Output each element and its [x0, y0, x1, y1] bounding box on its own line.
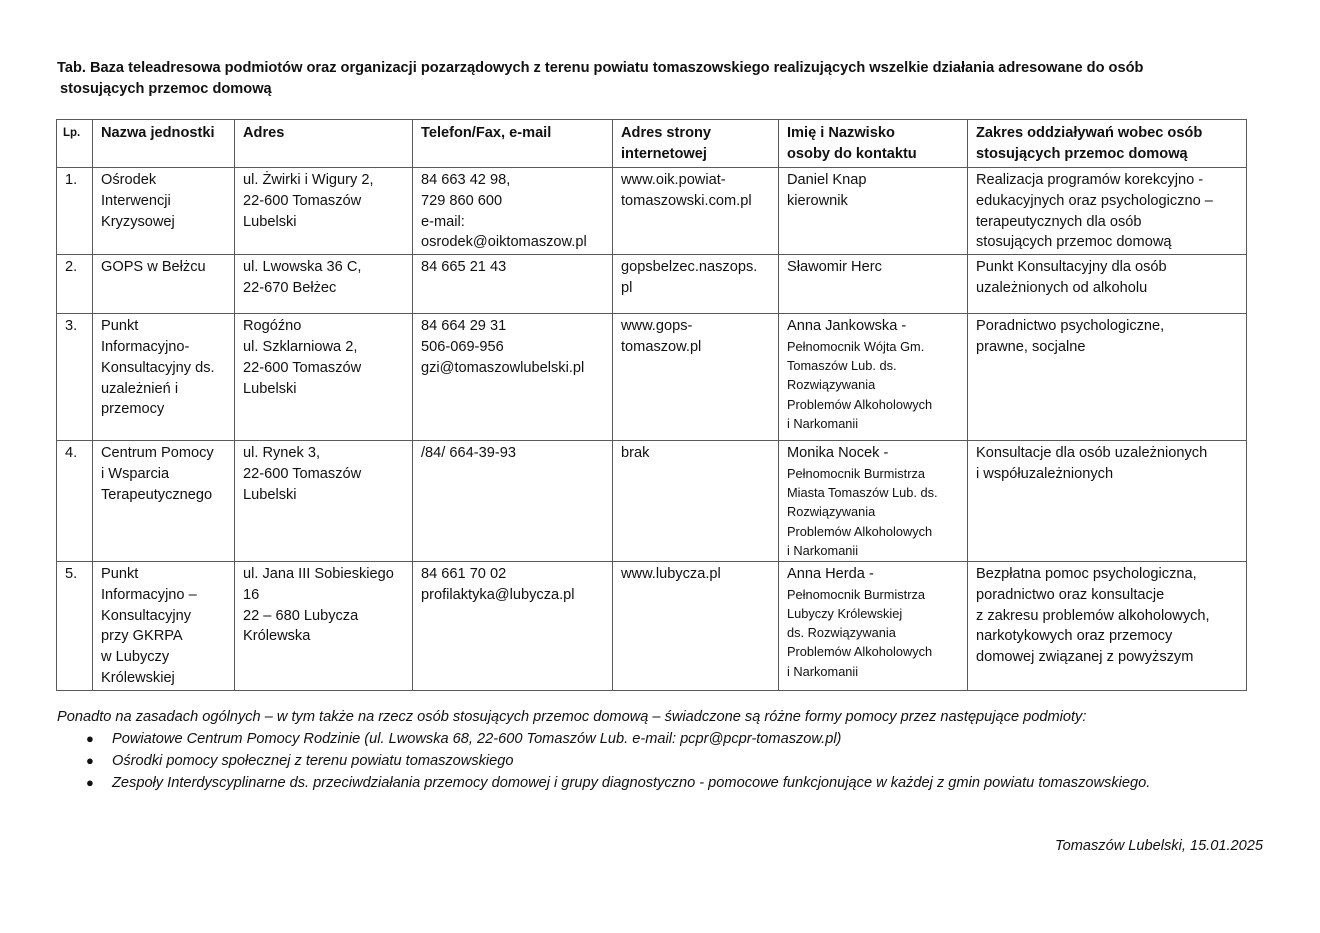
- header-phone: Telefon/Fax, e-mail: [413, 120, 613, 168]
- unit-contact: [779, 168, 968, 255]
- unit-phone-email: 84 664 29 31 506-069-956 gzi@tomaszowlubelski.pl: [413, 314, 613, 441]
- title-line-2: stosujących przemoc domową: [60, 81, 272, 97]
- unit-address: ul. Rynek 3, 22-600 Tomaszów Lubelski: [235, 441, 413, 562]
- list-item-text: Powiatowe Centrum Pomocy Rodzinie (ul. Lwowska 68, 22-600 Tomaszów Lub. e-mail: pcpr@pcpr-tomaszow.pl): [112, 731, 842, 747]
- bullet-icon: ●: [86, 775, 94, 790]
- unit-scope: Realizacja programów korekcyjno - edukacyjnych oraz psychologiczno – terapeutycznych dla osób stosujących przemoc domową: [968, 168, 1247, 255]
- unit-website: brak: [613, 441, 779, 562]
- footnote-list: [57, 728, 1267, 794]
- row-number: 2.: [57, 255, 93, 314]
- unit-website: gopsbelzec.naszops. pl: [613, 255, 779, 314]
- list-item: [86, 772, 1267, 794]
- unit-address: Rogóźno ul. Szklarniowa 2, 22-600 Tomaszów Lubelski: [235, 314, 413, 441]
- footnote-intro: Ponadto na zasadach ogólnych – w tym także na rzecz osób stosujących przemoc domową – świadczone są różne formy pomocy przez następujące podmioty:: [57, 709, 1087, 725]
- row-number: 3.: [57, 314, 93, 441]
- contact-name: Monika Nocek -: [787, 445, 889, 462]
- table-row: [57, 441, 1247, 562]
- title-line-1: Tab. Baza teleadresowa podmiotów oraz organizacji pozarządowych z terenu powiatu tomaszowskiego realizujących wszelkie działania adresowane do osób: [57, 60, 1144, 76]
- contact-role: Pełnomocnik Burmistrza Miasta Tomaszów Lub. ds. Rozwiązywania Problemów Alkoholowych i Narkomanii: [787, 465, 938, 558]
- unit-scope: Punkt Konsultacyjny dla osób uzależnionych od alkoholu: [968, 255, 1247, 314]
- list-item-text: Ośrodki pomocy społecznej z terenu powiatu tomaszowskiego: [112, 753, 514, 769]
- row-number: 5.: [57, 562, 93, 691]
- contact-directory-table: [56, 119, 1247, 691]
- header-lp: Lp.: [57, 120, 93, 168]
- unit-website: www.oik.powiat- tomaszowski.com.pl: [613, 168, 779, 255]
- place-and-date: Tomaszów Lubelski, 15.01.2025: [1055, 838, 1263, 854]
- list-item: [86, 728, 1267, 750]
- table-header-row: [57, 120, 1247, 168]
- unit-contact: [779, 314, 968, 441]
- unit-scope: Poradnictwo psychologiczne, prawne, socjalne: [968, 314, 1247, 441]
- bullet-icon: ●: [86, 731, 94, 746]
- unit-contact: [779, 562, 968, 691]
- footnote: [57, 706, 1267, 794]
- unit-website: www.lubycza.pl: [613, 562, 779, 691]
- unit-phone-email: /84/ 664-39-93: [413, 441, 613, 562]
- unit-address: ul. Jana III Sobieskiego 16 22 – 680 Lubycza Królewska: [235, 562, 413, 691]
- unit-name: Punkt Informacyjno- Konsultacyjny ds. uzależnień i przemocy: [93, 314, 235, 441]
- unit-scope: Konsultacje dla osób uzależnionych i współuzależnionych: [968, 441, 1247, 562]
- unit-name: Punkt Informacyjno – Konsultacyjny przy GKRPA w Lubyczy Królewskiej: [93, 562, 235, 691]
- unit-phone-email: 84 663 42 98, 729 860 600 e-mail: osrodek@oiktomaszow.pl: [413, 168, 613, 255]
- unit-name: GOPS w Bełżcu: [93, 255, 235, 314]
- unit-address: ul. Lwowska 36 C, 22-670 Bełżec: [235, 255, 413, 314]
- unit-phone-email: 84 661 70 02 profilaktyka@lubycza.pl: [413, 562, 613, 691]
- header-website: Adres strony internetowej: [613, 120, 779, 168]
- row-number: 4.: [57, 441, 93, 562]
- unit-contact: [779, 441, 968, 562]
- unit-website: www.gops- tomaszow.pl: [613, 314, 779, 441]
- document-title: [57, 58, 1257, 100]
- header-name: Nazwa jednostki: [93, 120, 235, 168]
- contact-name: Sławomir Herc: [787, 259, 882, 276]
- unit-scope: Bezpłatna pomoc psychologiczna, poradnictwo oraz konsultacje z zakresu problemów alkoholowych, narkotykowych oraz przemocy domowej związanej z powyższym: [968, 562, 1247, 691]
- table-row: [57, 562, 1247, 691]
- header-contact: Imię i Nazwisko osoby do kontaktu: [779, 120, 968, 168]
- unit-phone-email: 84 665 21 43: [413, 255, 613, 314]
- header-scope: Zakres oddziaływań wobec osób stosujących przemoc domową: [968, 120, 1247, 168]
- table-row: [57, 255, 1247, 314]
- contact-role: Pełnomocnik Wójta Gm. Tomaszów Lub. ds. Rozwiązywania Problemów Alkoholowych i Narkomanii: [787, 338, 933, 431]
- contact-name: Daniel Knap kierownik: [787, 172, 867, 209]
- unit-name: Ośrodek Interwencji Kryzysowej: [93, 168, 235, 255]
- unit-address: ul. Żwirki i Wigury 2, 22-600 Tomaszów Lubelski: [235, 168, 413, 255]
- contact-role: Pełnomocnik Burmistrza Lubyczy Królewskiej ds. Rozwiązywania Problemów Alkoholowych i Narkomanii: [787, 586, 933, 679]
- bullet-icon: ●: [86, 753, 94, 768]
- unit-name: Centrum Pomocy i Wsparcia Terapeutycznego: [93, 441, 235, 562]
- unit-contact: [779, 255, 968, 314]
- contact-name: Anna Herda -: [787, 566, 874, 582]
- row-number: 1.: [57, 168, 93, 255]
- table-row: [57, 168, 1247, 255]
- table-row: [57, 314, 1247, 441]
- list-item-text: Zespoły Interdyscyplinarne ds. przeciwdziałania przemocy domowej i grupy diagnostyczno - pomocowe funkcjonujące w każdej z gmin powiatu tomaszowskiego.: [112, 775, 1151, 791]
- header-address: Adres: [235, 120, 413, 168]
- list-item: [86, 750, 1267, 772]
- contact-name: Anna Jankowska -: [787, 318, 907, 335]
